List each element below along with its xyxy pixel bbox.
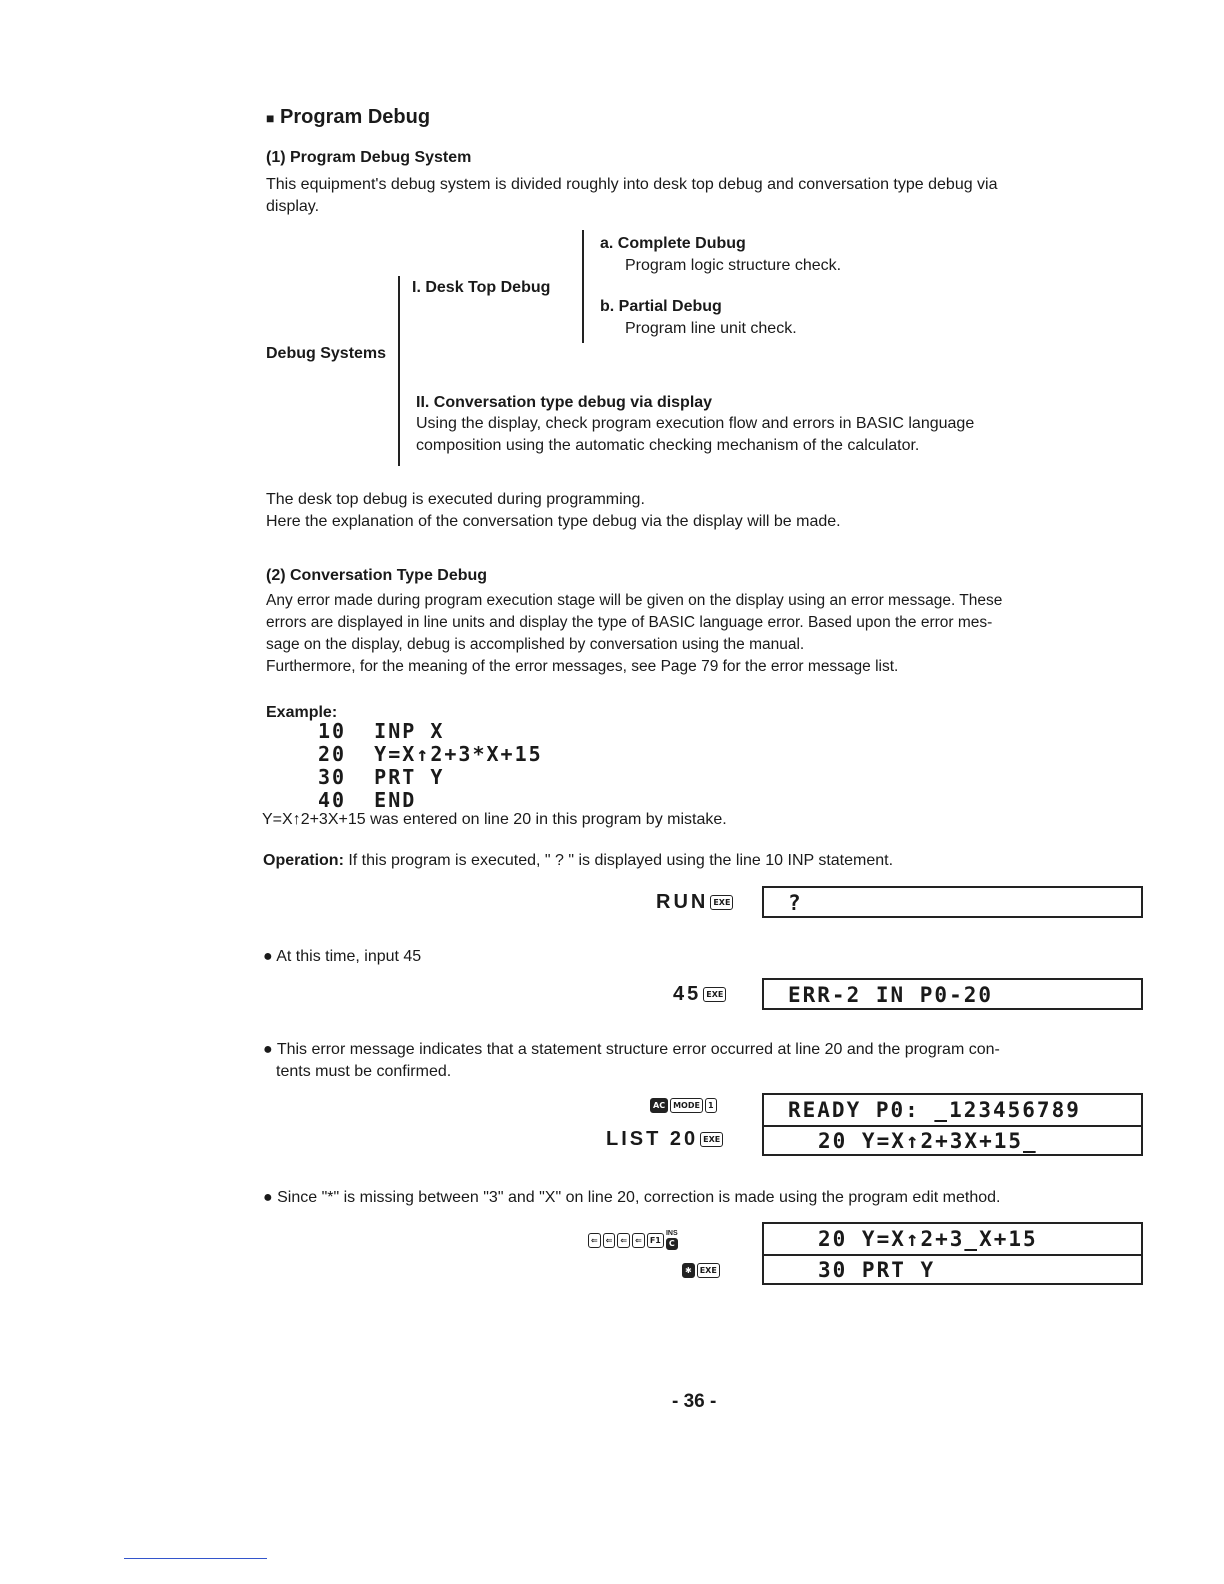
mode-key-icon: MODE — [670, 1098, 703, 1113]
edit-keystroke — [586, 1230, 678, 1250]
input-45-keystroke: 45 EXE — [673, 983, 726, 1006]
debug-systems-label: Debug Systems — [266, 345, 387, 362]
ac-key-icon: AC — [650, 1098, 668, 1113]
exe-key-icon: EXE — [700, 1132, 723, 1147]
section-title: ■ Program Debug — [266, 106, 431, 128]
exe-key-icon: EXE — [710, 895, 733, 910]
display-3: READY P0: _123456789 20 Y=X↑2+3X+15_ — [762, 1093, 1143, 1156]
left-brace — [398, 276, 400, 466]
display-4: 20 Y=X↑2+3_X+15 30 PRT Y — [762, 1222, 1143, 1285]
footer-rule — [124, 1558, 267, 1559]
dot-bullet-icon: ● — [263, 948, 273, 965]
s1-after-text: The desk top debug is executed during programming. Here the explanation of the conversation type debug via the display will be made. — [266, 491, 841, 530]
mult-exe-keystroke — [680, 1262, 720, 1280]
desk-top-debug-label: I. Desk Top Debug — [412, 279, 551, 296]
code-line: 30 PRT Y — [318, 765, 445, 789]
example-code — [318, 720, 543, 812]
conversation-debug-desc: Using the display, check program execution flow and errors in BASIC language composition using the automatic checking mechanism of the calculator. — [416, 415, 975, 454]
inner-brace — [582, 230, 584, 343]
code-line: 20 Y=X↑2+3*X+15 — [318, 742, 543, 766]
left-arrow-key-icon: ⇐ — [632, 1233, 645, 1248]
dot-bullet-icon: ● — [263, 1189, 273, 1206]
bullet-3: ● Since "*" is missing between "3" and "X" on line 20, correction is made using the program edit method. — [263, 1189, 1001, 1206]
exe-key-icon: EXE — [703, 987, 726, 1002]
bullet-2: ● This error message indicates that a statement structure error occurred at line 20 and the program con- tents must be confirmed. — [263, 1041, 1000, 1080]
left-arrow-key-icon: ⇐ — [588, 1233, 601, 1248]
list-keystroke: LIST 20 EXE — [606, 1128, 723, 1151]
complete-debug-title: a. Complete Dubug — [600, 235, 746, 252]
partial-debug-desc: Program line unit check. — [625, 320, 797, 337]
partial-debug-title: b. Partial Debug — [600, 298, 722, 315]
exe-key-icon: EXE — [697, 1263, 720, 1278]
page-number: - 36 - — [672, 1391, 717, 1412]
square-bullet-icon: ■ — [266, 110, 275, 126]
mode-keystroke — [648, 1097, 717, 1115]
left-arrow-key-icon: ⇐ — [617, 1233, 630, 1248]
run-keystroke: RUN EXE — [656, 891, 733, 914]
s2-paragraph: Any error made during program execution stage will be given on the display using an error message. These errors are displayed in line units and display the type of BASIC language error. Based upon the error mes- sage on the display, debug is accomplished by conversation using the manual. Furthermore, for the meaning of the error messages, see Page 79 for the error message list. — [266, 592, 1003, 675]
example-note: Y=X↑2+3X+15 was entered on line 20 in this program by mistake. — [262, 811, 727, 828]
s1-heading: (1) Program Debug System — [266, 149, 472, 166]
operation-line: Operation: If this program is executed, " ? " is displayed using the line 10 INP statement. — [263, 852, 894, 869]
multiply-key-icon: ✱ — [682, 1263, 695, 1278]
code-line: 40 END — [318, 788, 417, 812]
display-1: ? — [762, 886, 1143, 918]
dot-bullet-icon: ● — [263, 1041, 273, 1058]
bullet-1: ● At this time, input 45 — [263, 948, 422, 965]
one-key-icon: 1 — [705, 1098, 717, 1113]
s2-heading: (2) Conversation Type Debug — [266, 567, 488, 584]
left-arrow-key-icon: ⇐ — [603, 1233, 616, 1248]
display-2: ERR-2 IN P0-20 — [762, 978, 1143, 1010]
code-line: 10 INP X — [318, 719, 445, 743]
conversation-debug-title: II. Conversation type debug via display — [416, 394, 713, 411]
f1-key-icon: F1 — [647, 1233, 664, 1248]
s1-intro: This equipment's debug system is divided roughly into desk top debug and conversation type debug via display. — [266, 176, 998, 215]
complete-debug-desc: Program logic structure check. — [625, 257, 842, 274]
ins-c-key-icon: INS C — [665, 1230, 678, 1248]
example-label: Example: — [266, 704, 338, 721]
